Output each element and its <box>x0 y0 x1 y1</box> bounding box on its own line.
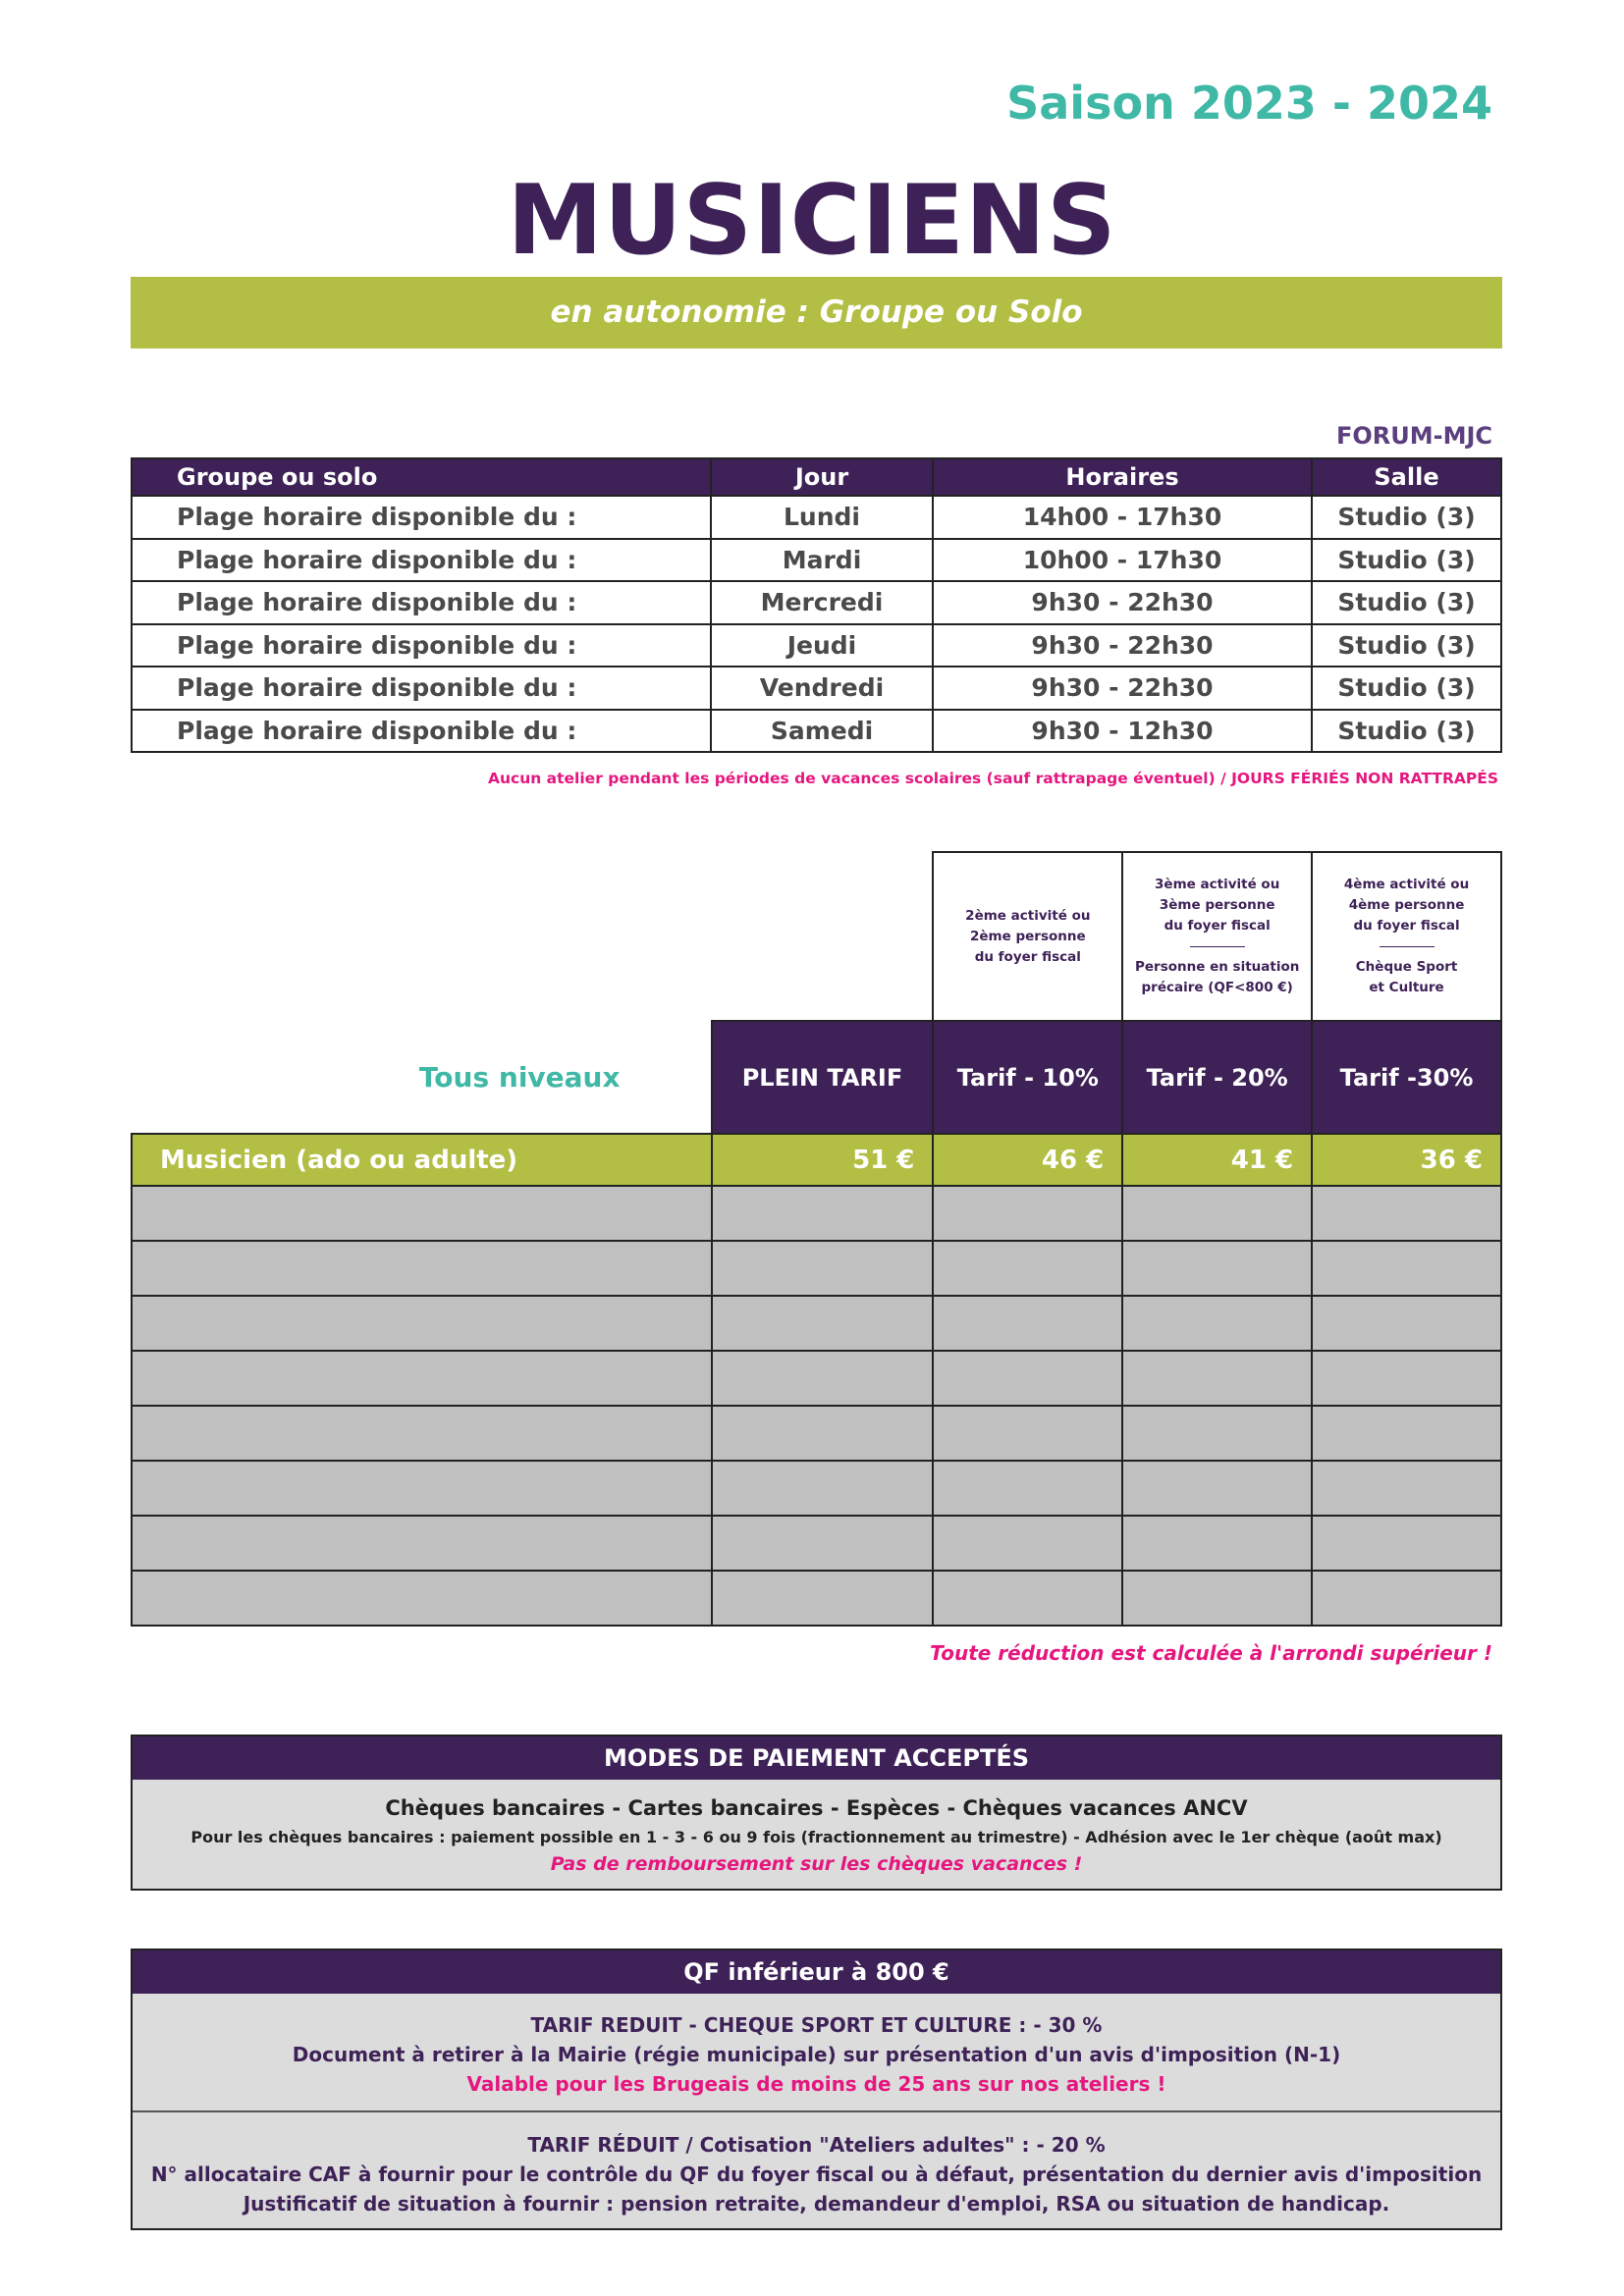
room-cell: Studio (3) <box>1312 710 1501 753</box>
col-header-room: Salle <box>1312 458 1501 496</box>
hours-cell: 9h30 - 12h30 <box>933 710 1312 753</box>
empty-row <box>132 1241 1501 1296</box>
price-full: 51 € <box>712 1134 934 1186</box>
hours-cell: 9h30 - 22h30 <box>933 667 1312 710</box>
empty-row <box>132 1461 1501 1516</box>
slot-label: Plage horaire disponible du : <box>132 624 711 667</box>
room-cell: Studio (3) <box>1312 539 1501 582</box>
col-header-discount-30: Tarif -30% <box>1312 1021 1501 1134</box>
day-cell: Mercredi <box>711 581 933 624</box>
qf-box <box>131 1949 1502 2230</box>
price-discount-20: 41 € <box>1122 1134 1312 1186</box>
schedule-header-row <box>132 458 1501 496</box>
hours-cell: 9h30 - 22h30 <box>933 624 1312 667</box>
col-header-hours: Horaires <box>933 458 1312 496</box>
room-cell: Studio (3) <box>1312 624 1501 667</box>
table-row <box>132 710 1501 753</box>
rounding-notice: Toute réduction est calculée à l'arrondi supérieur ! <box>930 1641 1492 1665</box>
qf-s2-title: TARIF RÉDUIT / Cotisation "Ateliers adultes" : - 20 % <box>527 2133 1106 2157</box>
table-row <box>132 667 1501 710</box>
empty-row <box>132 1406 1501 1461</box>
qf-s1-line2: Valable pour les Brugeais de moins de 25 ans sur nos ateliers ! <box>466 2072 1166 2096</box>
schedule-table <box>131 457 1502 753</box>
qf-section-sport-culture <box>133 1994 1500 2112</box>
pricing-header-row <box>132 1021 1501 1134</box>
slot-label: Plage horaire disponible du : <box>132 581 711 624</box>
qf-s2-line1: N° allocataire CAF à fournir pour le contrôle du QF du foyer fiscal ou à défaut, présentation du dernier avis d'imposition <box>150 2163 1483 2186</box>
discount-note-10: 2ème activité ou 2ème personne du foyer fiscal <box>933 852 1122 1021</box>
holiday-notice: Aucun atelier pendant les périodes de vacances scolaires (sauf rattrapage éventuel) / JOURS FÉRIÉS NON RATTRAPÉS <box>487 770 1498 787</box>
level-label: Tous niveaux <box>418 1060 621 1094</box>
discount-note-20: 3ème activité ou 3ème personne du foyer fiscal Personne en situation précaire (QF<800 €) <box>1122 852 1312 1021</box>
price-discount-10: 46 € <box>933 1134 1122 1186</box>
payment-title: MODES DE PAIEMENT ACCEPTÉS <box>133 1736 1500 1780</box>
payment-terms: Pour les chèques bancaires : paiement possible en 1 - 3 - 6 ou 9 fois (fractionnement au trimestre) - Adhésion avec le 1er chèque (août max) <box>190 1828 1442 1846</box>
hours-cell: 10h00 - 17h30 <box>933 539 1312 582</box>
empty-row <box>132 1186 1501 1241</box>
qf-s2-line2: Justificatif de situation à fournir : pension retraite, demandeur d'emploi, RSA ou situation de handicap. <box>243 2192 1390 2216</box>
day-cell: Samedi <box>711 710 933 753</box>
qf-s1-line1: Document à retirer à la Mairie (régie municipale) sur présentation d'un avis d'imposition (N-1) <box>292 2043 1341 2066</box>
day-cell: Jeudi <box>711 624 933 667</box>
table-row <box>132 581 1501 624</box>
slot-label: Plage horaire disponible du : <box>132 710 711 753</box>
hours-cell: 14h00 - 17h30 <box>933 496 1312 539</box>
empty-row <box>132 1296 1501 1351</box>
col-header-discount-20: Tarif - 20% <box>1122 1021 1312 1134</box>
col-header-group: Groupe ou solo <box>132 458 711 496</box>
price-row <box>132 1134 1501 1186</box>
discount-note-30: 4ème activité ou 4ème personne du foyer fiscal Chèque Sport et Culture <box>1312 852 1501 1021</box>
day-cell: Mardi <box>711 539 933 582</box>
col-header-discount-10: Tarif - 10% <box>933 1021 1122 1134</box>
day-cell: Lundi <box>711 496 933 539</box>
activity-name: Musicien (ado ou adulte) <box>132 1134 712 1186</box>
table-row <box>132 539 1501 582</box>
hours-cell: 9h30 - 22h30 <box>933 581 1312 624</box>
day-cell: Vendredi <box>711 667 933 710</box>
slot-label: Plage horaire disponible du : <box>132 667 711 710</box>
pricing-table <box>131 851 1502 1627</box>
empty-row <box>132 1351 1501 1406</box>
table-row <box>132 624 1501 667</box>
price-discount-30: 36 € <box>1312 1134 1501 1186</box>
room-cell: Studio (3) <box>1312 581 1501 624</box>
table-row <box>132 496 1501 539</box>
room-cell: Studio (3) <box>1312 667 1501 710</box>
qf-title: QF inférieur à 800 € <box>133 1950 1500 1994</box>
col-header-full-price: PLEIN TARIF <box>712 1021 934 1134</box>
location-label: FORUM-MJC <box>1335 422 1492 450</box>
qf-section-adults <box>133 2112 1500 2218</box>
divider <box>1313 936 1500 957</box>
pricing-notes-row <box>132 852 1501 1021</box>
subtitle-band: en autonomie : Groupe ou Solo <box>131 277 1502 348</box>
payment-box <box>131 1735 1502 1891</box>
season-label: Saison 2023 - 2024 <box>1006 77 1492 130</box>
col-header-day: Jour <box>711 458 933 496</box>
empty-row <box>132 1571 1501 1626</box>
page-title: MUSICIENS <box>507 165 1117 277</box>
payment-methods: Chèques bancaires - Cartes bancaires - Espèces - Chèques vacances ANCV <box>385 1796 1248 1820</box>
slot-label: Plage horaire disponible du : <box>132 539 711 582</box>
divider <box>1123 936 1311 957</box>
payment-warning: Pas de remboursement sur les chèques vacances ! <box>550 1853 1083 1875</box>
empty-row <box>132 1516 1501 1571</box>
qf-s1-title: TARIF REDUIT - CHEQUE SPORT ET CULTURE : - 30 % <box>530 2013 1103 2037</box>
room-cell: Studio (3) <box>1312 496 1501 539</box>
slot-label: Plage horaire disponible du : <box>132 496 711 539</box>
